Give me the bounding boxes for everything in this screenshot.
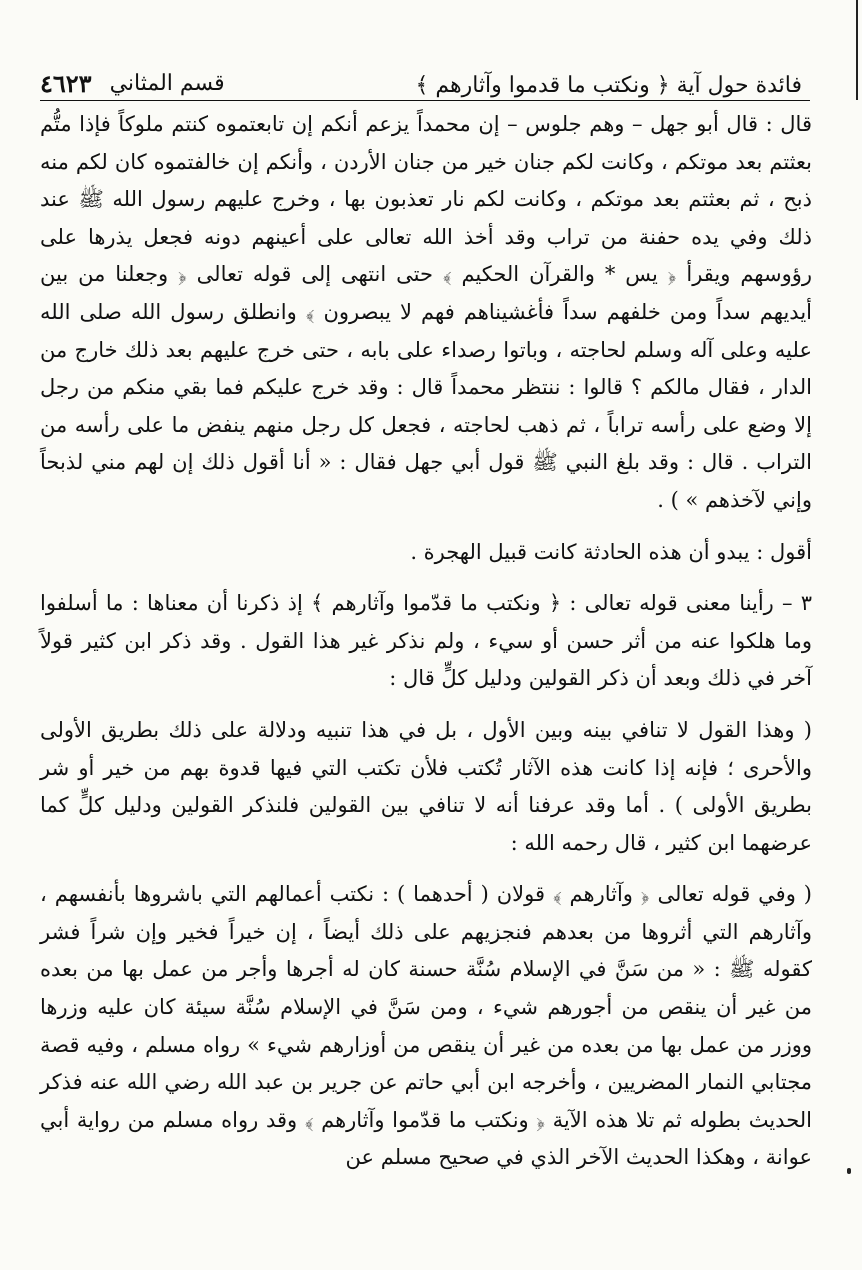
paragraph-ibn-kathir-quote: ( وهذا القول لا تنافي بينه وبين الأول ، بل في هذا تنبيه ودلالة على ذلك بطريق الأولى والأحرى ؛ فإنه إذا كانت هذه الآثار تُكتب فلأن تكتب التي فيها قدوة بهم من خير أو شر بطريق الأولى ) . أما وقد عرفنا أنه لا تنافي بين القولين فلنذكر القولين ودليل كلٍّ كما عرضهما ابن كثير ، قال رحمه الله :	[40, 717, 812, 855]
header-rule	[40, 100, 810, 101]
page-header	[40, 52, 802, 98]
paragraph-two-opinions: ( وفي قوله تعالى ﴿ وآثارهم ﴾ قولان ( أحدهما ) : نكتب أعمالهم التي باشروها بأنفسهم ، وآثارهم التي أثروها من بعدهم فنجزيهم على ذلك أيضاً ، إن خيراً فخير وإن شراً فشر كقوله ﷺ : « من سَنَّ في الإسلام سُنَّة حسنة كان له أجرها وأجر من عمل بها من بعده من غير أن ينقص من أجورهم شيء ، ومن سَنَّ في الإسلام سُنَّة سيئة كان عليه وزرها ووزر من عمل بها من بعده من غير أن ينقص من أوزارهم شيء » رواه مسلم ، وفيه قصة مجتابي النمار المضريين ، وأخرجه ابن أبي حاتم عن جرير بن عبد الله رضي الله عنه فذكر الحديث بطوله ثم تلا هذه الآية ﴿ ونكتب ما قدّموا وآثارهم ﴾ وقد رواه مسلم من رواية أبي عوانة ، وهكذا الحديث الآخر الذي في صحيح مسلم عن	[40, 882, 812, 1170]
section-name: قسم المثاني	[109, 71, 225, 96]
paragraph-author-note: أقول : يبدو أن هذه الحادثة كانت قبيل الهجرة .	[410, 539, 812, 564]
body-text	[40, 106, 812, 1177]
page-number: ٤٦٢٣	[40, 69, 92, 98]
margin-mark	[847, 1168, 851, 1174]
book-spine-line	[856, 0, 858, 100]
header-meta	[40, 69, 225, 98]
paragraph-point-three: ٣ – رأينا معنى قوله تعالى : ﴿ ونكتب ما قدّموا وآثارهم ﴾ إذ ذكرنا أن معناها : ما أسلفوا وما هلكوا عنه من أثر حسن أو سيء ، ولم نذكر غير هذا القول . وقد ذكر ابن كثير قولاً آخر في ذلك وبعد أن ذكر القولين ودليل كلٍّ قال :	[40, 591, 812, 691]
paragraph-abu-jahl-story: قال : قال أبو جهل – وهم جلوس – إن محمداً يزعم أنكم إن تابعتموه كنتم ملوكاً فإذا متُّم بعثتم بعد موتكم ، وكانت لكم جنان خير من جنان الأردن ، وأنكم إن خالفتموه كان لكم منه ذبح ، ثم بعثتم بعد موتكم ، وكانت لكم نار تعذبون بها ، وخرج عليهم رسول الله ﷺ عند ذلك وفي يده حفنة من تراب وقد أخذ الله تعالى على أعينهم دونه فجعل يذرها على رؤوسهم ويقرأ ﴿ يس * والقرآن الحكيم ﴾ حتى انتهى إلى قوله تعالى ﴿ وجعلنا من بين أيديهم سداً ومن خلفهم سداً فأغشيناهم فهم لا يبصرون ﴾ وانطلق رسول الله صلى الله عليه وعلى آله وسلم لحاجته ، وباتوا رصداء على بابه ، حتى خرج عليهم بعد ذلك خارج من الدار ، فقال مالكم ؟ قالوا : ننتظر محمداً قال : وقد خرج عليكم فما بقي منكم من رجل إلا وضع على رأسه تراباً ، ثم ذهب لحاجته ، فجعل كل رجل منهم ينفض ما على رأسه من التراب . قال : وقد بلغ النبي ﷺ قول أبي جهل فقال : « أنا أقول ذلك إن لهم مني لذبحاً وإني لآخذهم » ) .	[40, 112, 812, 512]
running-title: فائدة حول آية ﴿ ونكتب ما قدموا وآثارهم ﴾	[415, 73, 802, 98]
